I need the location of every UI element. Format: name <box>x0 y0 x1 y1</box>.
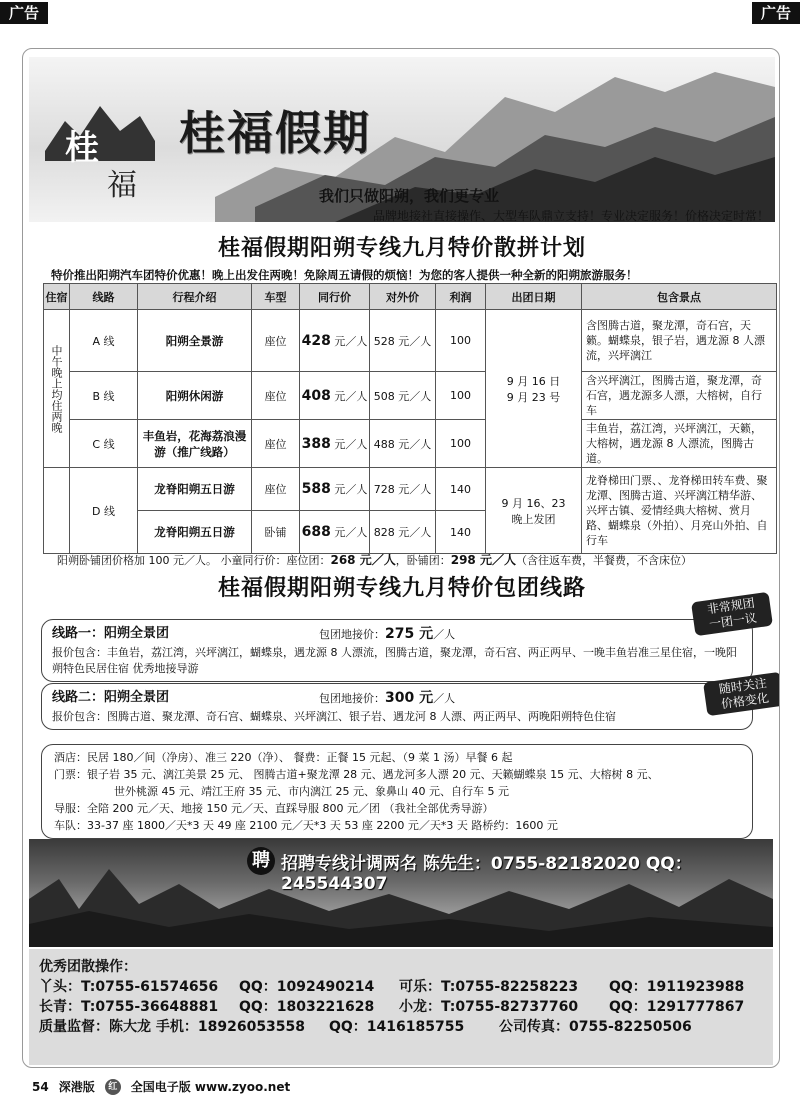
date-cell: 9 月 16、23 晚上发团 <box>486 468 582 554</box>
edition: 深港版 <box>58 1080 95 1094</box>
scenic-cell: 含兴坪漓江，图腾古道，聚龙潭，奇石宫，遇龙源多人漂，大榕树，自行车 <box>582 372 777 420</box>
col-itinerary: 行程介绍 <box>138 284 252 310</box>
car-cell: 卧铺 <box>252 511 300 554</box>
col-route: 线路 <box>70 284 138 310</box>
contact-row: 丫头：T:0755-61574656 QQ：1092490214 可乐：T:0755-82258223 QQ：1911923988 <box>39 979 745 995</box>
promo-text: 特价推出阳朔汽车团特价优惠！晚上出发住两晚！免除周五请假的烦恼！为您的客人提供一种全新的阳朔旅游服务！ <box>51 268 638 282</box>
route-name: 阳朔全景游 <box>138 310 252 372</box>
page-number: 54 <box>32 1079 49 1094</box>
profit-cell: 140 <box>436 511 486 554</box>
scenic-cell: 龙脊梯田门票、、龙脊梯田转车费、聚龙潭、图腾古道、兴坪漓江精华游、兴坪古镇、爱情经典大榕树、赏月路、蝴蝶泉（外拍）、月亮山外拍、自行车 <box>582 468 777 554</box>
logo-char-2: 福 <box>107 168 137 201</box>
col-scenic: 包含景点 <box>582 284 777 310</box>
route-cell: C 线 <box>70 420 138 468</box>
table-row <box>44 310 777 372</box>
route-one-box <box>41 619 753 682</box>
date-cell: 9 月 16 日 9 月 23 号 <box>486 310 582 468</box>
car-cell: 座位 <box>252 468 300 511</box>
contact-row: 长青：T:0755-36648881 QQ：1803221628 小龙：T:0755-82737760 QQ：1291777867 <box>39 999 745 1015</box>
route-one-name: 线路一：阳朔全景团 <box>52 626 170 641</box>
price-note: 阳朔卧铺团价格加 100 元／人。 小童同行价：座位团：268 元／人，卧铺团：298 元／人（含往返车费，半餐费，不含床位） <box>57 553 692 567</box>
scenic-cell: 丰鱼岩，荔江湾，兴坪漓江，天籁，大榕树，遇龙源 8 人漂流，图腾古道。 <box>582 420 777 468</box>
table-row <box>44 468 777 511</box>
peer-price-cell: 388 元／人 <box>300 420 370 468</box>
route-two-box <box>41 683 753 730</box>
scatter-plan-title: 桂福假期阳朔专线九月特价散拼计划 <box>217 236 586 261</box>
ad-label-left: 广告 <box>0 2 48 24</box>
table-header-row <box>44 284 777 310</box>
ticket-line-2: 世外桃源 45 元、靖江王府 35 元、市内漓江 25 元、象鼻山 40 元、自行车 5 元 <box>114 785 509 798</box>
peer-price-cell: 588 元／人 <box>300 468 370 511</box>
logo-char-1: 桂 <box>65 128 99 168</box>
brand-logo <box>45 101 155 201</box>
car-cell: 座位 <box>252 310 300 372</box>
contact-row: 质量监督：陈大龙 手机：18926053558 QQ：1416185755 公司传真：0755-82250506 <box>39 1019 692 1035</box>
contacts-panel <box>29 949 773 1065</box>
recruit-text: 招聘专线计调两名 陈先生：0755-82182020 QQ：245544307 <box>281 854 692 894</box>
pricing-table <box>43 283 777 554</box>
retail-price-cell: 728 元／人 <box>370 468 436 511</box>
route-cell: A 线 <box>70 310 138 372</box>
non-standard-tag: 非常规团 一团一议 <box>691 592 773 637</box>
retail-price-cell: 828 元／人 <box>370 511 436 554</box>
route-cell: B 线 <box>70 372 138 420</box>
edition-badge-icon: 红 <box>105 1079 121 1095</box>
profit-cell: 100 <box>436 310 486 372</box>
car-cell: 座位 <box>252 372 300 420</box>
stay-cell <box>44 468 70 554</box>
profit-cell: 100 <box>436 420 486 468</box>
profit-cell: 140 <box>436 468 486 511</box>
brand-title: 桂福假期 <box>179 106 371 160</box>
retail-price-cell: 488 元／人 <box>370 420 436 468</box>
route-two-detail: 报价包含：图腾古道、聚龙潭、奇石宫、蝴蝶泉、兴坪漓江、银子岩、遇龙河 8 人漂、两正两早、两晚阳朔特色住宿 <box>52 710 616 723</box>
page-footer <box>32 1078 290 1095</box>
retail-price-cell: 528 元／人 <box>370 310 436 372</box>
table-row <box>44 372 777 420</box>
peer-price-cell: 428 元／人 <box>300 310 370 372</box>
route-name: 丰鱼岩，花海荔浪漫游（推广线路） <box>138 420 252 468</box>
stay-cell: 中午晚上均住两晚 <box>44 310 70 468</box>
recruit-icon: 聘 <box>247 847 275 875</box>
tagline: 品牌地接社直接操作、大型车队鼎立支持！专业决定服务！价格决定时常！ <box>372 209 769 222</box>
route-two-price: 包团地接价：300 元／人 <box>319 690 456 706</box>
route-one-price: 包团地接价：275 元／人 <box>319 626 456 642</box>
col-profit: 利润 <box>436 284 486 310</box>
info-box <box>41 744 753 839</box>
col-date: 出团日期 <box>486 284 582 310</box>
route-name: 龙脊阳朔五日游 <box>138 511 252 554</box>
route-cell: D 线 <box>70 468 138 554</box>
col-stay: 住宿 <box>44 284 70 310</box>
fleet-line: 车队：33-37 座 1800／天*3 天 49 座 2100 元／天*3 天 53 座 2200 元／天*3 天 路桥约：1600 元 <box>54 819 558 832</box>
peer-price-cell: 408 元／人 <box>300 372 370 420</box>
car-cell: 座位 <box>252 420 300 468</box>
slogan: 我们只做阳朔，我们更专业 <box>319 187 500 205</box>
col-peer-price: 同行价 <box>300 284 370 310</box>
route-two-name: 线路二：阳朔全景团 <box>52 690 170 705</box>
ticket-line: 门票：银子岩 35 元、漓江美景 25 元、 图腾古道+聚龙潭 28 元、遇龙河多人漂 20 元、天籁蝴蝶泉 15 元、大榕树 8 元、 <box>54 768 659 781</box>
table-row <box>44 420 777 468</box>
guide-line: 导服：全陪 200 元／天、地接 150 元／天、直踩导服 800 元／团 （我社全部优秀导游） <box>54 802 494 815</box>
route-one-detail: 报价包含：丰鱼岩，荔江湾，兴坪漓江，蝴蝶泉，遇龙源 8 人漂流，图腾古道，聚龙潭，奇石宫、两正两早、一晚丰鱼岩准三星住宿，一晚阳朔特色民居住宿 优秀地接导游 <box>52 646 737 675</box>
route-name: 阳朔休闲游 <box>138 372 252 420</box>
hotel-meal-line: 酒店：民居 180／间（净房）、准三 220（净）、 餐费：正餐 15 元起、（9 菜 1 汤）早餐 6 起 <box>54 751 513 764</box>
scenic-cell: 含图腾古道，聚龙潭，奇石宫，天籁。蝴蝶泉，银子岩，遇龙源 8 人漂流，兴坪漓江 <box>582 310 777 372</box>
col-retail-price: 对外价 <box>370 284 436 310</box>
recruit-banner <box>29 839 773 947</box>
ad-label-right: 广告 <box>752 2 800 24</box>
advert-page <box>22 48 780 1068</box>
profit-cell: 100 <box>436 372 486 420</box>
route-name: 龙脊阳朔五日游 <box>138 468 252 511</box>
col-car: 车型 <box>252 284 300 310</box>
price-watch-tag: 随时关注 价格变化 <box>703 672 780 717</box>
site-link[interactable]: 全国电子版 www.zyoo.net <box>130 1080 291 1094</box>
group-plan-title: 桂福假期阳朔专线九月特价包团线路 <box>217 576 586 601</box>
retail-price-cell: 508 元／人 <box>370 372 436 420</box>
peer-price-cell: 688 元／人 <box>300 511 370 554</box>
header-banner <box>29 57 775 222</box>
contacts-heading: 优秀团散操作： <box>39 959 137 975</box>
